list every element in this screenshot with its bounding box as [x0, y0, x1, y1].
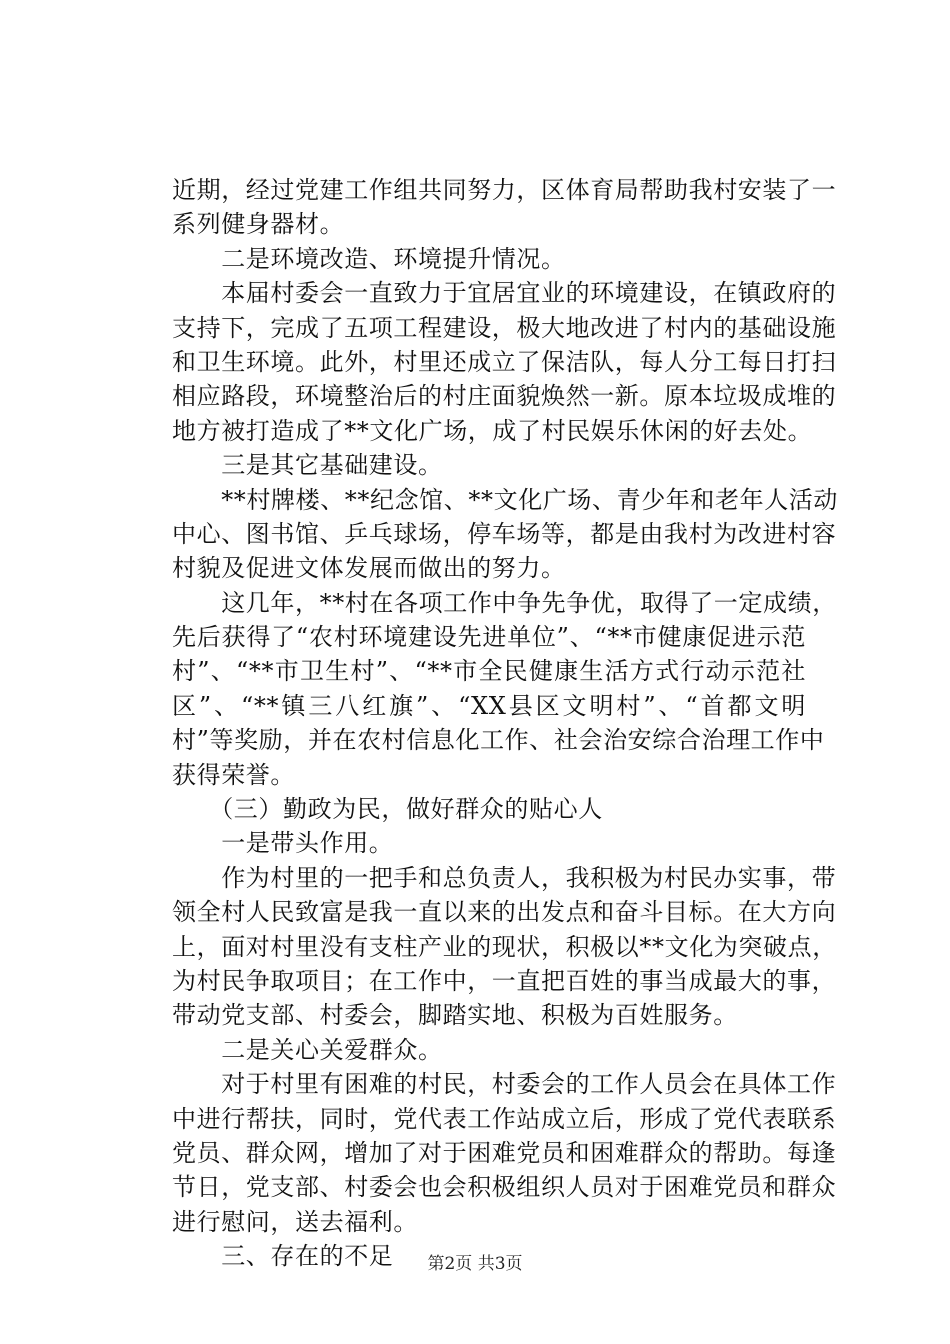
text-line: 进行慰问，送去福利。	[172, 1207, 418, 1236]
text-line: 领全村人民致富是我一直以来的出发点和奋斗目标。在大方向	[172, 898, 837, 927]
document-body	[172, 173, 838, 1274]
text-line: 二是关心关爱群众。	[172, 1035, 443, 1064]
text-line: 近期，经过党建工作组共同努力，区体育局帮助我村安装了一	[172, 176, 837, 204]
text-line: 带动党支部、村委会，脚踏实地、积极为百姓服务。	[172, 1001, 738, 1030]
text-line: （三）勤政为民，做好群众的贴心人	[172, 795, 603, 824]
text-line: 村”、“**市卫生村”、“**市全民健康生活方式行动示范社	[172, 657, 806, 686]
text-line: 本届村委会一直致力于宜居宜业的环境建设，在镇政府的	[172, 279, 837, 308]
text-line: 作为村里的一把手和总负责人，我积极为村民办实事，带	[172, 863, 837, 892]
text-line: 对于村里有困难的村民，村委会的工作人员会在具体工作	[172, 1070, 837, 1099]
text-line: 村貌及促进文体发展而做出的努力。	[172, 554, 566, 583]
text-line: 一是带头作用。	[172, 829, 394, 858]
text-line: 系列健身器材。	[172, 210, 345, 239]
text-line: 先后获得了“农村环境建设先进单位”、“**市健康促进示范	[172, 623, 806, 652]
text-line: 上，面对村里没有支柱产业的现状，积极以**文化为突破点，	[172, 932, 837, 961]
text-line: 三、存在的不足	[172, 1242, 394, 1271]
text-line: 三是其它基础建设。	[172, 451, 443, 480]
text-line: 中心、图书馆、乒乓球场，停车场等，都是由我村为改进村容	[172, 519, 837, 548]
text-line: 党员、群众网，增加了对于困难党员和困难群众的帮助。每逢	[172, 1138, 837, 1167]
text-line: 为村民争取项目；在工作中，一直把百姓的事当成最大的事，	[172, 966, 837, 995]
text-line: 村”等奖励，并在农村信息化工作、社会治安综合治理工作中	[172, 726, 825, 755]
text-line: 中进行帮扶，同时，党代表工作站成立后，形成了党代表联系	[172, 1104, 837, 1133]
text-line: 和卫生环境。此外，村里还成立了保洁队，每人分工每日打扫	[172, 347, 837, 376]
text-line: 获得荣誉。	[172, 760, 295, 789]
text-line: 相应路段，环境整治后的村庄面貌焕然一新。原本垃圾成堆的	[172, 382, 837, 411]
text-line: 这几年，**村在各项工作中争先争优，取得了一定成绩，	[172, 588, 837, 617]
text-line: 地方被打造成了**文化广场，成了村民娱乐休闲的好去处。	[172, 416, 813, 445]
text-line: 支持下，完成了五项工程建设，极大地改进了村内的基础设施	[172, 313, 837, 342]
text-line: 节日，党支部、村委会也会积极组织人员对于困难党员和群众	[172, 1173, 837, 1202]
page-footer: 第2页 共3页	[427, 1254, 523, 1274]
text-line: 二是环境改造、环境提升情况。	[172, 244, 566, 273]
text-line: 区”、“**镇三八红旗”、“XX县区文明村”、“首都文明	[172, 691, 806, 720]
text-line: **村牌楼、**纪念馆、**文化广场、青少年和老年人活动	[172, 485, 838, 514]
